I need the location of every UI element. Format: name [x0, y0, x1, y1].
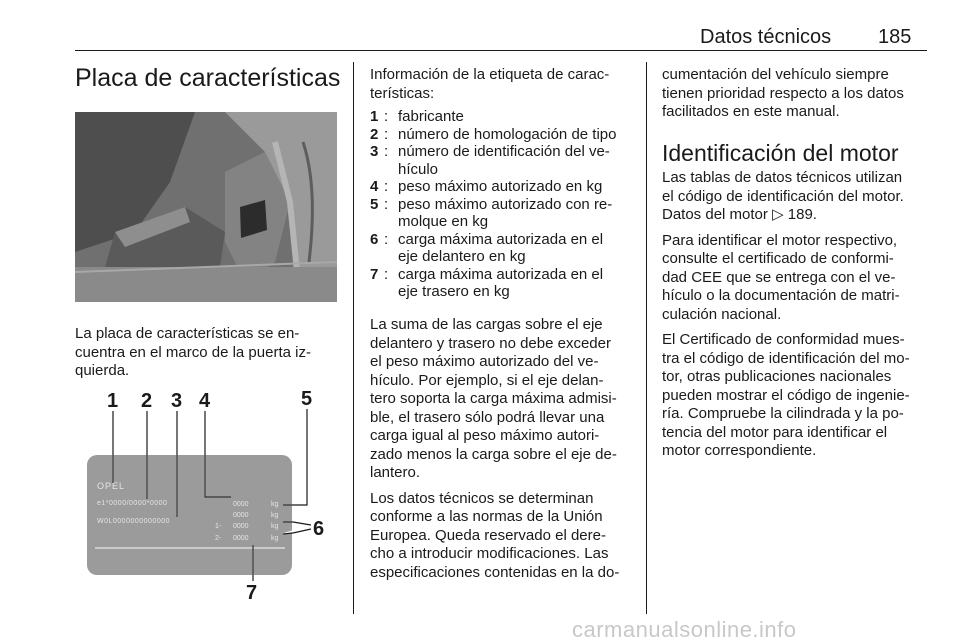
callout-5: 5: [301, 388, 313, 410]
list-item: 6 : carga máxima autorizada en el eje delantero en kg: [370, 231, 635, 266]
column-divider: [353, 62, 354, 614]
text-line: Los datos técnicos se determinan: [370, 489, 594, 507]
text-line: consulte el certificado de conformi-: [662, 250, 894, 267]
text-line: Para identificar el motor respectivo,: [662, 231, 898, 249]
text-line: Datos del motor: [662, 206, 768, 223]
text-line: conforme a las normas de la Unión: [370, 508, 603, 525]
item-text: hículo: [398, 160, 439, 178]
list-item: 4 : peso máximo autorizado en kg: [370, 178, 635, 196]
text-line: el peso máximo autorizado del ve-: [370, 353, 599, 370]
text-line: dad CEE que se entrega con el ve-: [662, 268, 896, 286]
page-ref-arrow-icon: ▷: [772, 206, 784, 223]
item-text: fabricante: [398, 108, 464, 125]
text-line: terísticas:: [370, 84, 435, 102]
item-text: carga máxima autorizada en el: [398, 265, 604, 283]
item-text: número de identificación del ve-: [398, 143, 610, 160]
list-item: 1 : fabricante: [370, 108, 635, 126]
header-title: Datos técnicos: [700, 26, 832, 48]
callout-7: 7: [246, 582, 258, 604]
section-title: Placa de características: [75, 64, 341, 92]
svg-text:0000: 0000: [233, 501, 249, 508]
engine-id-heading: Identificación del motor: [662, 140, 899, 166]
text-line: tra el código de identificación del mo-: [662, 349, 910, 367]
list-item: 5 : peso máximo autorizado con re- molque en kg: [370, 196, 635, 231]
label-diagram: [75, 385, 337, 605]
text-line: especificaciones contenidas en la do-: [370, 563, 620, 581]
text-line: hículo. Por ejemplo, si el eje delan-: [370, 371, 604, 389]
list-item: 3 : número de identificación del ve- hículo: [370, 143, 635, 178]
door-frame-photo: [75, 112, 337, 302]
text-line: el código de identificación del motor.: [662, 187, 904, 205]
page-number: 185: [878, 26, 912, 48]
callout-6: 6: [313, 518, 325, 540]
callout-1: 1: [107, 390, 119, 412]
engine-id-text: [662, 169, 937, 468]
svg-text:0000: 0000: [233, 512, 249, 519]
text-line: quierda.: [75, 362, 130, 379]
item-text: número de homologación de tipo: [398, 125, 617, 143]
info-intro: [370, 66, 635, 103]
text-line: zado menos la carga sobre el eje de-: [370, 445, 617, 463]
text-line: cho a introducir modificaciones. Las: [370, 545, 609, 562]
callout-4: 4: [199, 390, 211, 412]
item-number: 3: [370, 143, 379, 160]
svg-text:0000: 0000: [233, 535, 249, 542]
text-line: pueden mostrar el código de ingenie-: [662, 386, 910, 404]
text-line: ble, el trasero sólo podrá llevar una: [370, 408, 605, 426]
svg-text:W0L0000000000000: W0L0000000000000: [97, 518, 171, 525]
header-rule: [75, 50, 927, 51]
plate-unit: kg: [271, 523, 279, 530]
text-line: facilitados en este manual.: [662, 103, 840, 120]
item-text: eje delantero en kg: [398, 248, 526, 265]
item-text: carga máxima autorizada en el: [398, 230, 604, 248]
text-line: tor, otras publicaciones nacionales: [662, 368, 892, 385]
text-line: motor correspondiente.: [662, 442, 817, 459]
item-text: peso máximo autorizado en kg: [398, 178, 603, 195]
item-number: 6: [370, 230, 379, 248]
item-text: eje trasero en kg: [398, 283, 510, 300]
text-line: Información de la etiqueta de carac-: [370, 66, 610, 83]
item-number: 7: [370, 265, 379, 283]
text-line: tencia del motor para identificar el: [662, 423, 888, 441]
item-number: 4: [370, 178, 379, 195]
text-line: El Certificado de conformidad mues-: [662, 331, 905, 348]
label-item-list: [370, 108, 635, 301]
svg-text:0000: 0000: [233, 523, 249, 530]
text-line: La suma de las cargas sobre el eje: [370, 316, 603, 333]
svg-text:e1*0000/0000*0000: e1*0000/0000*0000: [97, 500, 168, 507]
text-line: La placa de características se en-: [75, 325, 300, 342]
callout-2: 2: [141, 390, 153, 412]
text-line: cumentación del vehículo siempre: [662, 66, 889, 83]
callout-3: 3: [171, 390, 183, 412]
svg-text:2-: 2-: [215, 535, 222, 542]
text-line: carga igual al peso máximo autori-: [370, 427, 600, 444]
text-line: ría. Compruebe la cilindrada y la po-: [662, 405, 904, 422]
axle-load-paragraph: [370, 316, 638, 589]
item-text: molque en kg: [398, 213, 489, 230]
plate-unit: kg: [271, 535, 279, 542]
text-line: lantero.: [370, 464, 421, 481]
text-line: cuentra en el marco de la puerta iz-: [75, 343, 311, 361]
text-line: tero soporta la carga máxima admisi-: [370, 390, 617, 407]
item-number: 2: [370, 125, 379, 143]
watermark: carmanualsonline.info: [572, 617, 797, 642]
page-reference[interactable]: 189.: [787, 206, 817, 223]
plate-unit: kg: [271, 501, 279, 508]
text-line: culación nacional.: [662, 305, 782, 323]
text-line: Europea. Queda reservado el dere-: [370, 526, 606, 544]
text-line: hículo o la documentación de matri-: [662, 287, 900, 304]
item-text: peso máximo autorizado con re-: [398, 195, 613, 213]
continued-text: [662, 66, 932, 122]
item-number: 5: [370, 195, 379, 213]
list-item: 2 : número de homologación de tipo: [370, 126, 635, 144]
text-line: delantero y trasero no debe exceder: [370, 334, 611, 352]
item-number: 1: [370, 108, 379, 125]
text-line: tienen prioridad respecto a los datos: [662, 84, 904, 102]
column-divider: [646, 62, 647, 614]
svg-text:1-: 1-: [215, 523, 222, 530]
text-line: Las tablas de datos técnicos utilizan: [662, 169, 903, 186]
svg-text:OPEL: OPEL: [97, 481, 126, 491]
plate-unit: kg: [271, 512, 279, 519]
plate-location-text: [75, 325, 337, 381]
list-item: 7 : carga máxima autorizada en el eje trasero en kg: [370, 266, 635, 301]
